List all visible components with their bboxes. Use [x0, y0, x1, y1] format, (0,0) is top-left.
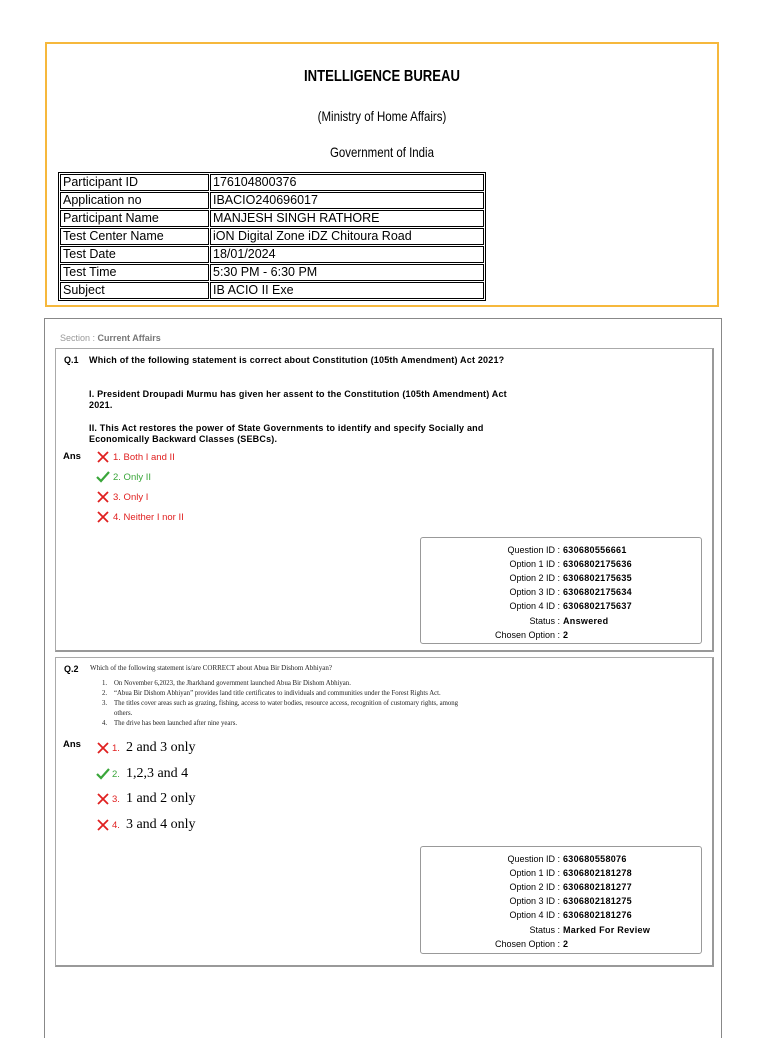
option-text: 1 and 2 only [125, 791, 196, 806]
table-row [60, 192, 484, 209]
info-value: 18/01/2024 [210, 246, 484, 263]
item-number: 3. [102, 700, 108, 707]
item-number: 1. [102, 680, 108, 687]
cross-icon [96, 491, 110, 503]
item-text: The titles cover areas such as grazing, fishing, access to water bodies, resource access, recognition of customary rights, among [114, 700, 459, 707]
check-icon [96, 471, 110, 483]
org-title: INTELLIGENCE BUREAU [303, 68, 460, 85]
list-item [102, 699, 458, 709]
info-key: Test Center Name [60, 228, 209, 245]
option-text: 1,2,3 and 4 [125, 766, 189, 781]
item-number: 4. [102, 720, 108, 727]
option-3 [96, 791, 196, 807]
option-id-value: 6306802181277 [563, 882, 632, 892]
question-number: Q.2 [64, 664, 79, 674]
list-item [102, 709, 458, 719]
table-row [60, 174, 484, 191]
info-key: Test Time [60, 264, 209, 281]
candidate-header [45, 42, 719, 307]
list-item [102, 679, 458, 689]
meta-label: Option 4 ID : [509, 601, 560, 611]
question-statement-2: II. This Act restores the power of State Governments to identify and specify Socially and Economically Backward Classes (SEBCs). [89, 423, 484, 444]
info-key: Subject [60, 282, 209, 299]
status-value: Answered [563, 616, 609, 626]
option-id-value: 6306802181275 [563, 896, 632, 906]
cross-icon [96, 742, 110, 754]
option-text: 3. Only I [113, 491, 149, 503]
meta-label: Question ID : [507, 545, 560, 555]
meta-label: Status : [529, 616, 560, 626]
item-text: On November 6,2023, the Jharkhand government launched Abua Bir Dishom Abhiyan. [114, 680, 351, 687]
option-4 [96, 511, 184, 523]
option-id-value: 6306802175634 [563, 587, 632, 597]
question-id-value: 630680556661 [563, 545, 627, 555]
option-number: 4. [112, 819, 120, 831]
info-value: IBACIO240696017 [210, 192, 484, 209]
option-id-value: 6306802175635 [563, 573, 632, 583]
cross-icon [96, 451, 110, 463]
meta-label: Option 4 ID : [509, 910, 560, 920]
meta-label: Option 2 ID : [509, 882, 560, 892]
table-row [60, 282, 484, 299]
item-text: “Abua Bir Dishom Abhiyan” provides land title certificates to individuals and communities under the Forest Rights Act. [114, 690, 441, 697]
item-number: 2. [102, 690, 108, 697]
chosen-option-value: 2 [563, 939, 569, 949]
option-2 [96, 471, 151, 483]
meta-label: Option 1 ID : [509, 559, 560, 569]
list-item [102, 719, 458, 729]
table-row [60, 228, 484, 245]
status-value: Marked For Review [563, 925, 651, 935]
list-item [102, 689, 458, 699]
question-meta-box [420, 846, 702, 954]
option-id-value: 6306802181278 [563, 868, 632, 878]
question-text: Which of the following statement is/are CORRECT about Abua Bir Dishom Abhiyan? [90, 664, 332, 672]
option-2 [96, 766, 188, 782]
info-value: IB ACIO II Exe [210, 282, 484, 299]
question-statement-1: I. President Droupadi Murmu has given her assent to the Constitution (105th Amendment) Act 2021. [89, 389, 507, 410]
info-value: iON Digital Zone iDZ Chitoura Road [210, 228, 484, 245]
info-key: Application no [60, 192, 209, 209]
info-key: Participant Name [60, 210, 209, 227]
meta-label: Option 3 ID : [509, 587, 560, 597]
option-text: 3 and 4 only [125, 817, 196, 832]
candidate-info-table [58, 172, 486, 301]
meta-label: Question ID : [507, 854, 560, 864]
meta-label: Option 2 ID : [509, 573, 560, 583]
chosen-option-value: 2 [563, 630, 569, 640]
option-1 [96, 451, 175, 463]
meta-label: Chosen Option : [494, 630, 560, 640]
option-text: 4. Neither I nor II [113, 511, 184, 523]
meta-label: Status : [529, 925, 560, 935]
section-name: Current Affairs [97, 333, 161, 343]
question-meta-box [420, 537, 702, 644]
item-text: The drive has been launched after nine years. [114, 720, 238, 727]
section-prefix: Section : [60, 333, 98, 343]
check-icon [96, 768, 110, 780]
info-value: MANJESH SINGH RATHORE [210, 210, 484, 227]
table-row [60, 210, 484, 227]
option-id-value: 6306802175636 [563, 559, 632, 569]
question-statements [102, 679, 458, 729]
government-subtitle: Government of India [329, 144, 435, 160]
option-text: 1. Both I and II [113, 451, 175, 463]
cross-icon [96, 793, 110, 805]
ministry-subtitle: (Ministry of Home Affairs) [317, 108, 447, 124]
meta-label: Option 3 ID : [509, 896, 560, 906]
ans-label: Ans [63, 739, 81, 750]
option-1 [96, 740, 196, 756]
cross-icon [96, 511, 110, 523]
option-text: 2. Only II [113, 471, 152, 483]
info-key: Test Date [60, 246, 209, 263]
table-row [60, 246, 484, 263]
question-number: Q.1 [64, 355, 79, 365]
option-3 [96, 491, 148, 503]
section-label [60, 333, 161, 343]
info-value: 176104800376 [210, 174, 484, 191]
option-number: 2. [112, 768, 120, 780]
info-value: 5:30 PM - 6:30 PM [210, 264, 484, 281]
question-text: Which of the following statement is correct about Constitution (105th Amendment) Act 2021? [89, 355, 505, 365]
question-panel [55, 348, 714, 652]
option-id-value: 6306802181276 [563, 910, 632, 920]
meta-label: Chosen Option : [494, 939, 560, 949]
question-id-value: 630680558076 [563, 854, 627, 864]
option-id-value: 6306802175637 [563, 601, 632, 611]
cross-icon [96, 819, 110, 831]
option-number: 1. [112, 742, 120, 754]
ans-label: Ans [63, 451, 81, 462]
option-number: 3. [112, 793, 120, 805]
option-text: 2 and 3 only [125, 740, 196, 755]
meta-label: Option 1 ID : [509, 868, 560, 878]
info-key: Participant ID [60, 174, 209, 191]
option-4 [96, 817, 196, 833]
question-panel [55, 657, 714, 967]
table-row [60, 264, 484, 281]
item-text: others. [114, 710, 133, 717]
